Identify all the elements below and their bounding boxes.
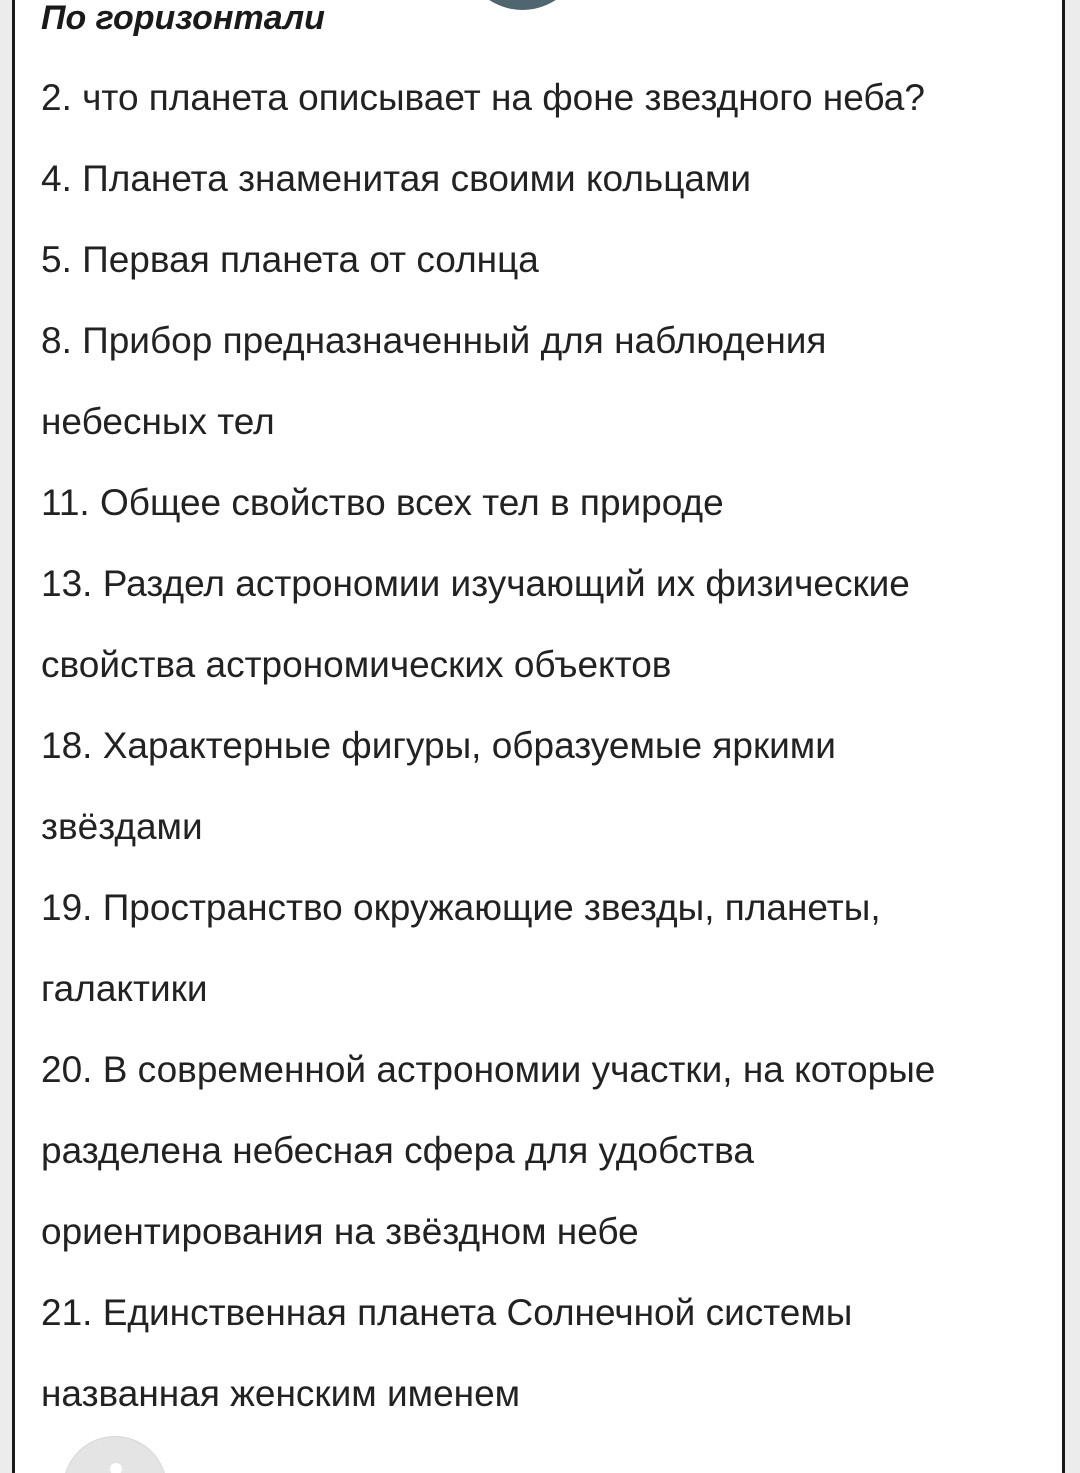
clue-line: 13. Раздел астрономии изучающий их физические: [41, 563, 910, 604]
clue-line: 21. Единственная планета Солнечной системы: [41, 1292, 853, 1333]
clue-line: 8. Прибор предназначенный для наблюдения: [41, 320, 827, 361]
clue-line: 2. что планета описывает на фоне звездного неба?: [41, 77, 925, 118]
clue-line: 4. Планета знаменитая своими кольцами: [41, 158, 752, 199]
clue-list: [41, 57, 1041, 1434]
clue-line: 11. Общее свойство всех тел в природе: [41, 482, 724, 523]
clue-line: 5. Первая планета от солнца: [41, 239, 539, 280]
clue-line: 18. Характерные фигуры, образуемые яркими: [41, 725, 836, 766]
left-page-edge: [0, 0, 15, 1473]
clue-line: названная женским именем: [41, 1373, 521, 1414]
clue-line: 20. В современной астрономии участки, на которые: [41, 1049, 936, 1090]
clue-line: свойства астрономических объектов: [41, 644, 672, 685]
info-dot-icon: [110, 1463, 122, 1473]
right-page-edge: [1062, 0, 1080, 1473]
info-button-icon[interactable]: [63, 1436, 167, 1473]
clue-line: небесных тел: [41, 401, 275, 442]
clue-line: галактики: [41, 968, 208, 1009]
clue-line: звёздами: [41, 806, 203, 847]
section-heading: По горизонтали: [41, 0, 325, 37]
clue-line: 19. Пространство окружающие звезды, планеты,: [41, 887, 881, 928]
floating-button-icon[interactable]: [460, 0, 585, 10]
clue-line: разделена небесная сфера для удобства: [41, 1130, 754, 1171]
clue-line: ориентирования на звёздном небе: [41, 1211, 639, 1252]
